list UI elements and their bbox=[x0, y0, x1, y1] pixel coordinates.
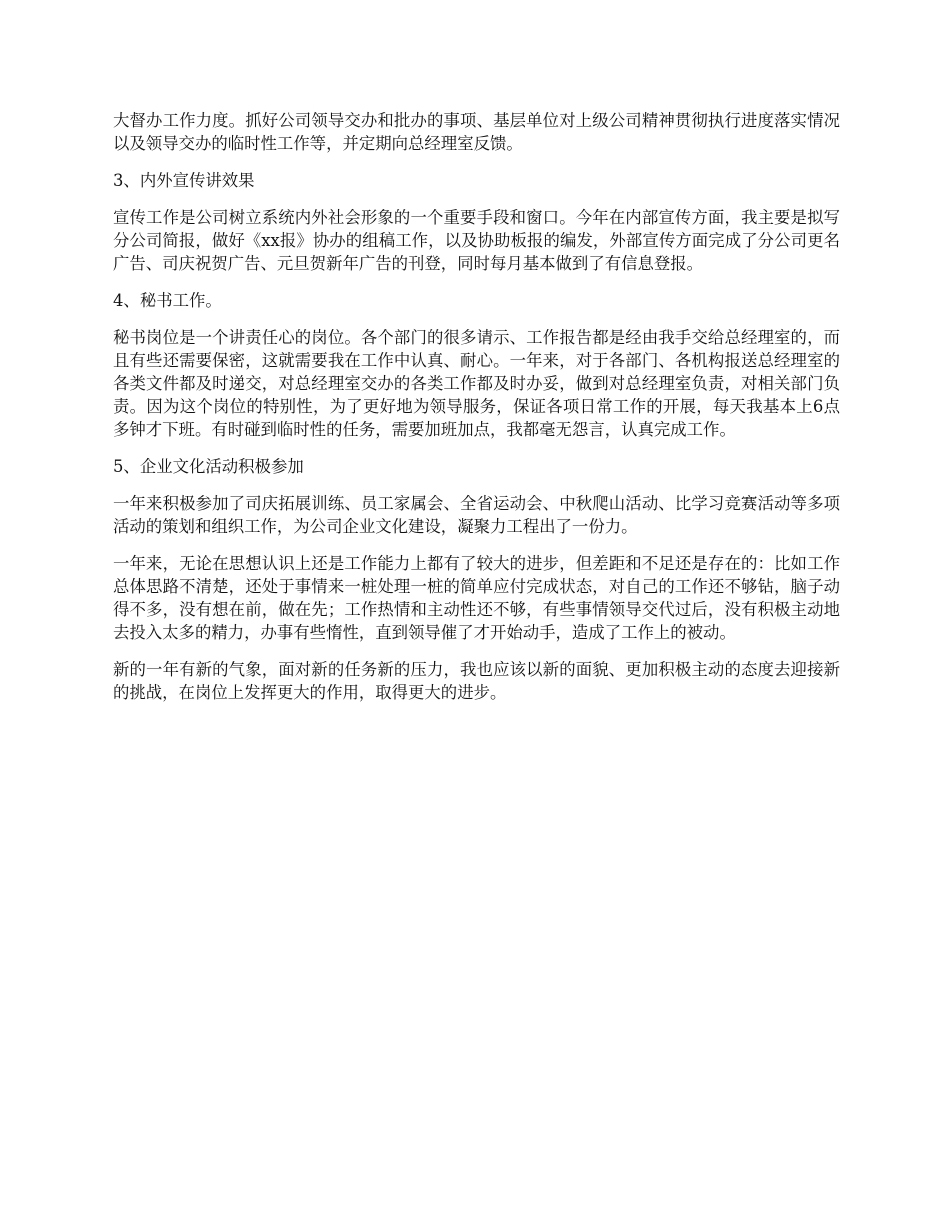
heading-section-4: 4、秘书工作。 bbox=[113, 291, 222, 310]
paragraph-shortcomings: 一年来，无论在思想认识上还是工作能力上都有了较大的进步，但差距和不足还是存在的：比如工作总体思路不清楚，还处于事情来一桩处理一桩的简单应付完成状态，对自己的工作还不够钻，脑子动得不多，没有想在前，做在先；工作热情和主动性还不够，有些事情领导交代过后，没有积极主动地去投入太多的精力，办事有些惰性，直到领导催了才开始动手，造成了工作上的被动。 bbox=[113, 554, 840, 642]
paragraph-culture-activities: 一年来积极参加了司庆拓展训练、员工家属会、全省运动会、中秋爬山活动、比学习竞赛活动等多项活动的策划和组织工作，为公司企业文化建设，凝聚力工程出了一份力。 bbox=[113, 494, 840, 536]
heading-section-5: 5、企业文化活动积极参加 bbox=[113, 457, 304, 476]
paragraph-secretary-work: 秘书岗位是一个讲责任心的岗位。各个部门的很多请示、工作报告都是经由我手交给总经理室的，而且有些还需要保密，这就需要我在工作中认真、耐心。一年来，对于各部门、各机构报送总经理室的各类文件都及时递交，对总经理室交办的各类工作都及时办妥，做到对总经理室负责，对相关部门负责。因为这个岗位的特别性，为了更好地为领导服务，保证各项日常工作的开展，每天我基本上6点多钟才下班。有时碰到临时性的任务，需要加班加点，我都毫无怨言，认真完成工作。 bbox=[113, 328, 840, 439]
heading-section-3: 3、内外宣传讲效果 bbox=[113, 171, 255, 190]
paragraph-supervision-continued: 大督办工作力度。抓好公司领导交办和批办的事项、基层单位对上级公司精神贯彻执行进度落实情况以及领导交办的临时性工作等，并定期向总经理室反馈。 bbox=[113, 111, 840, 153]
paragraph-publicity: 宣传工作是公司树立系统内外社会形象的一个重要手段和窗口。今年在内部宣传方面，我主要是拟写分公司简报，做好《xx报》协办的组稿工作，以及协助板报的编发，外部宣传方面完成了分公司更名广告、司庆祝贺广告、元旦贺新年广告的刊登，同时每月基本做到了有信息登报。 bbox=[113, 208, 840, 273]
paragraph-new-year-outlook: 新的一年有新的气象，面对新的任务新的压力，我也应该以新的面貌、更加积极主动的态度去迎接新的挑战，在岗位上发挥更大的作用，取得更大的进步。 bbox=[113, 660, 840, 702]
